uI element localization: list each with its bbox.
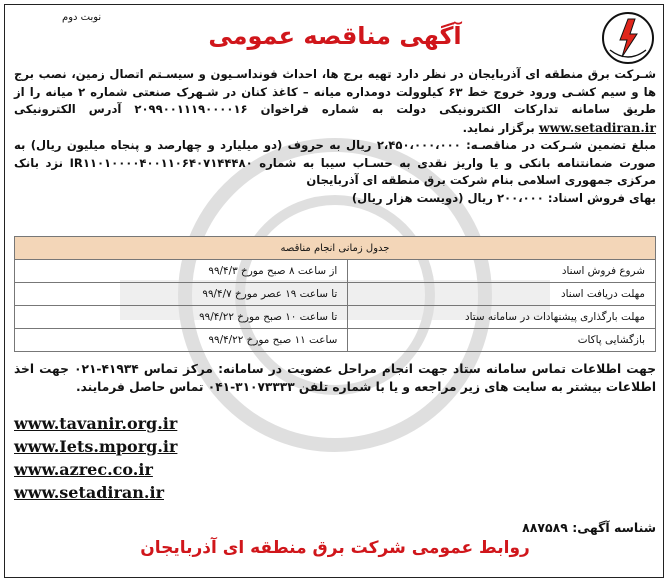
table-row <box>15 260 656 283</box>
ad-identifier: شناسه آگهی: ۸۸۷۵۸۹ <box>522 520 656 535</box>
link-azrec[interactable]: www.azrec.co.ir <box>14 460 153 479</box>
link-iets[interactable]: www.Iets.mporg.ir <box>14 437 178 456</box>
document-price: بهای فروش اسناد: ۲۰۰،۰۰۰ ریال (دویست هزار ریال) <box>351 190 656 205</box>
schedule-value: تا ساعت ۱۹ عصر مورخ ۹۹/۴/۷ <box>15 283 348 306</box>
schedule-label: بازگشایی پاکات <box>348 329 656 352</box>
ad-body <box>14 66 656 207</box>
schedule-label: شروع فروش اسناد <box>348 260 656 283</box>
setadiran-link[interactable]: www.setadiran.ir <box>538 119 656 135</box>
table-row <box>15 306 656 329</box>
schedule-value: تا ساعت ۱۰ صبح مورخ ۹۹/۴/۲۲ <box>15 306 348 329</box>
contact-info: جهت اطلاعات تماس سامانه ستاد جهت انجام مراحل عضویت در سامانه: مرکز تماس ۴۱۹۳۴-۰۲۱ جهت اخذ اطلاعات بیشتر به سایت های زیر مراجعه و یا با شماره تلفن ۳۱۰۷۳۳۳۳-۰۴۱ تماس حاصل فرمایند. <box>14 362 657 394</box>
schedule-value: ساعت ۱۱ صبح مورخ ۹۹/۴/۲۲ <box>15 329 348 352</box>
schedule-value: از ساعت ۸ صبح مورخ ۹۹/۴/۳ <box>15 260 348 283</box>
schedule-caption: جدول زمانی انجام مناقصه <box>15 237 656 260</box>
table-row <box>15 283 656 306</box>
schedule-label: مهلت بارگذاری پیشنهادات در سامانه ستاد <box>348 306 656 329</box>
tender-description: شـرکت برق منطقه ای آذربایجان در نظر دارد تهیه برج ها، احداث فونداسـیون و سیسـتم اتصال زمین، نصب برج ها و سیم کشـی ورود خروج خط ۶۳ کیلوولت دومداره میانه – کاغذ کنان در شـهرک صنعتی شماره ۲ میانه را از طریق سامانه تدارکات الکترونیکی دولت به شماره فراخوان ۲۰۹۹۰۰۱۱۱۹۰۰۰۰۱۶ آدرس الکترونیکی www.setadiran.ir برگزار نماید. <box>14 67 657 135</box>
ad-title: آگهی مناقصه عمومی <box>208 22 462 50</box>
link-tavanir[interactable]: www.tavanir.org.ir <box>14 414 178 433</box>
schedule-table <box>14 236 656 352</box>
link-setadiran[interactable]: www.setadiran.ir <box>14 483 164 502</box>
footer-publisher: روابط عمومی شرکت برق منطقه ای آذربایجان <box>140 538 530 558</box>
website-links <box>14 412 177 504</box>
publication-round: نوبت دوم <box>62 12 102 23</box>
guarantee-amount: مبلغ تضمین شـرکت در مناقصـه: ۲،۴۵۰،۰۰۰،۰۰۰ ریال به حروف (دو میلیارد و چهارصد و پنجاه میلیون ریال) به صورت ضمانتنامه بانکی و یا واریز نقدی به حسـاب سیبا به شماره IR۱۱۰۱۰۰۰۰۴۰۰۱۱۰۶۴۰۷۱۴۴۴۸۰ نزد بانک مرکزی جمهوری اسلامی بنام شرکت برق منطقه ای آذربایجان <box>14 138 657 187</box>
schedule-label: مهلت دریافت اسناد <box>348 283 656 306</box>
table-row <box>15 329 656 352</box>
